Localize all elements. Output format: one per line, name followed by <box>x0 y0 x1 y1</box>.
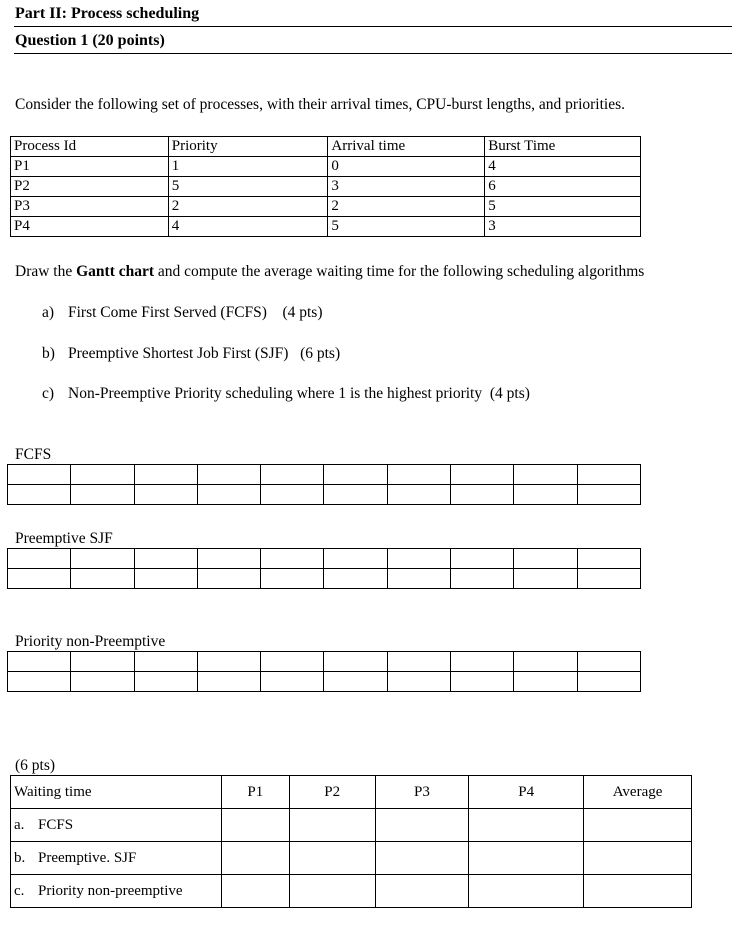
header-p1: P1 <box>221 776 289 809</box>
answer-cell[interactable] <box>584 875 692 908</box>
part-text: Non-Preemptive Priority scheduling where 1 is the highest priority (4 pts) <box>68 385 530 402</box>
gantt-priority[interactable] <box>7 651 641 692</box>
row-label-sjf <box>11 842 222 875</box>
gantt-cell[interactable] <box>71 485 134 505</box>
gantt-label-priority: Priority non-Preemptive <box>15 633 166 650</box>
part-letter: a) <box>42 304 55 321</box>
answer-cell[interactable] <box>221 875 289 908</box>
gantt-row <box>8 549 641 569</box>
gantt-cell[interactable] <box>324 672 387 692</box>
gantt-cell[interactable] <box>8 549 71 569</box>
table-row <box>11 197 641 217</box>
header-p2: P2 <box>289 776 375 809</box>
gantt-cell[interactable] <box>514 549 577 569</box>
cell-burst: 5 <box>485 197 641 217</box>
row-label-fcfs <box>11 809 222 842</box>
cell-process: P4 <box>11 217 169 237</box>
intro-text: Consider the following set of processes, with their arrival times, CPU-burst lengths, and priorities. <box>15 96 625 113</box>
gantt-cell[interactable] <box>451 485 514 505</box>
gantt-label-fcfs: FCFS <box>15 446 52 463</box>
cell-burst: 4 <box>485 157 641 177</box>
gantt-cell[interactable] <box>451 549 514 569</box>
gantt-cell[interactable] <box>577 652 640 672</box>
gantt-cell[interactable] <box>197 549 260 569</box>
gantt-cell[interactable] <box>71 652 134 672</box>
instruction-text <box>15 263 644 281</box>
gantt-cell[interactable] <box>8 485 71 505</box>
gantt-cell[interactable] <box>514 652 577 672</box>
part-text: First Come First Served (FCFS) (4 pts) <box>68 304 323 321</box>
gantt-cell[interactable] <box>577 569 640 589</box>
gantt-cell[interactable] <box>134 485 197 505</box>
gantt-cell[interactable] <box>134 549 197 569</box>
waiting-header-row <box>11 776 692 809</box>
gantt-cell[interactable] <box>134 465 197 485</box>
gantt-cell[interactable] <box>387 672 450 692</box>
gantt-cell[interactable] <box>8 569 71 589</box>
answer-cell[interactable] <box>375 842 469 875</box>
process-table-header <box>11 137 641 157</box>
gantt-cell[interactable] <box>8 652 71 672</box>
table-row <box>11 217 641 237</box>
header-waiting-time: Waiting time <box>11 776 222 809</box>
gantt-cell[interactable] <box>197 465 260 485</box>
gantt-cell[interactable] <box>71 672 134 692</box>
gantt-cell[interactable] <box>261 569 324 589</box>
gantt-cell[interactable] <box>261 672 324 692</box>
cell-arrival: 5 <box>328 217 485 237</box>
gantt-cell[interactable] <box>451 465 514 485</box>
gantt-cell[interactable] <box>577 549 640 569</box>
cell-process: P2 <box>11 177 169 197</box>
instruction-pre: Draw the <box>15 263 77 280</box>
answer-cell[interactable] <box>221 842 289 875</box>
gantt-cell[interactable] <box>197 652 260 672</box>
gantt-cell[interactable] <box>387 465 450 485</box>
part-title: Part II: Process scheduling <box>15 5 200 22</box>
header-rule-2 <box>14 53 732 54</box>
row-letter: a. <box>14 816 25 833</box>
gantt-cell[interactable] <box>514 569 577 589</box>
instruction-bold: Gantt chart <box>76 263 155 280</box>
gantt-cell[interactable] <box>514 465 577 485</box>
gantt-cell[interactable] <box>324 569 387 589</box>
answer-cell[interactable] <box>584 809 692 842</box>
header-average: Average <box>584 776 692 809</box>
row-letter: b. <box>14 849 26 866</box>
answer-cell[interactable] <box>289 875 375 908</box>
header-process-id: Process Id <box>11 137 169 157</box>
gantt-cell[interactable] <box>577 485 640 505</box>
instruction-post: and compute the average waiting time for the following scheduling algorithms <box>154 263 645 280</box>
gantt-row <box>8 652 641 672</box>
table-row <box>11 875 692 908</box>
cell-process: P3 <box>11 197 169 217</box>
gantt-row <box>8 465 641 485</box>
table-row <box>11 842 692 875</box>
header-rule <box>14 26 732 27</box>
gantt-row <box>8 569 641 589</box>
answer-cell[interactable] <box>375 875 469 908</box>
gantt-cell[interactable] <box>261 485 324 505</box>
header-burst: Burst Time <box>485 137 641 157</box>
gantt-row <box>8 485 641 505</box>
answer-cell[interactable] <box>469 875 584 908</box>
gantt-cell[interactable] <box>261 465 324 485</box>
waiting-time-table <box>10 775 692 908</box>
header-p4: P4 <box>469 776 584 809</box>
table-row <box>11 157 641 177</box>
row-name: FCFS <box>38 816 74 833</box>
cell-priority: 4 <box>168 217 328 237</box>
header-priority: Priority <box>168 137 328 157</box>
gantt-cell[interactable] <box>387 485 450 505</box>
answer-cell[interactable] <box>289 842 375 875</box>
gantt-cell[interactable] <box>514 672 577 692</box>
gantt-cell[interactable] <box>451 652 514 672</box>
table-row <box>11 177 641 197</box>
answer-cell[interactable] <box>469 809 584 842</box>
header-arrival: Arrival time <box>328 137 485 157</box>
gantt-sjf[interactable] <box>7 548 641 589</box>
gantt-cell[interactable] <box>197 672 260 692</box>
gantt-cell[interactable] <box>324 485 387 505</box>
answer-cell[interactable] <box>375 809 469 842</box>
cell-arrival: 2 <box>328 197 485 217</box>
gantt-cell[interactable] <box>197 569 260 589</box>
gantt-cell[interactable] <box>514 485 577 505</box>
gantt-cell[interactable] <box>387 569 450 589</box>
gantt-cell[interactable] <box>451 672 514 692</box>
cell-priority: 5 <box>168 177 328 197</box>
answer-cell[interactable] <box>289 809 375 842</box>
cell-burst: 6 <box>485 177 641 197</box>
cell-arrival: 3 <box>328 177 485 197</box>
part-letter: c) <box>42 385 55 402</box>
part-letter: b) <box>42 345 55 362</box>
cell-burst: 3 <box>485 217 641 237</box>
part-b <box>42 345 340 363</box>
row-letter: c. <box>14 882 25 899</box>
gantt-cell[interactable] <box>8 465 71 485</box>
cell-process: P1 <box>11 157 169 177</box>
gantt-cell[interactable] <box>577 672 640 692</box>
row-name: Priority non-preemptive <box>38 882 183 899</box>
gantt-cell[interactable] <box>71 465 134 485</box>
cell-arrival: 0 <box>328 157 485 177</box>
cell-priority: 1 <box>168 157 328 177</box>
part-a <box>42 304 322 322</box>
part-text: Preemptive Shortest Job First (SJF) (6 pts) <box>68 345 341 362</box>
gantt-cell[interactable] <box>197 485 260 505</box>
cell-priority: 2 <box>168 197 328 217</box>
gantt-fcfs[interactable] <box>7 464 641 505</box>
waiting-pts: (6 pts) <box>15 757 56 774</box>
row-name: Preemptive. SJF <box>38 849 137 866</box>
gantt-cell[interactable] <box>8 672 71 692</box>
row-label-priority <box>11 875 222 908</box>
gantt-cell[interactable] <box>134 672 197 692</box>
gantt-cell[interactable] <box>387 549 450 569</box>
gantt-cell[interactable] <box>451 569 514 589</box>
process-table <box>10 136 641 237</box>
header-p3: P3 <box>375 776 469 809</box>
gantt-label-sjf: Preemptive SJF <box>15 530 113 547</box>
question-title: Question 1 (20 points) <box>15 32 165 49</box>
gantt-cell[interactable] <box>261 549 324 569</box>
answer-cell[interactable] <box>584 842 692 875</box>
gantt-cell[interactable] <box>387 652 450 672</box>
gantt-row <box>8 672 641 692</box>
gantt-cell[interactable] <box>324 549 387 569</box>
part-c <box>42 385 530 403</box>
table-row <box>11 809 692 842</box>
gantt-cell[interactable] <box>134 652 197 672</box>
gantt-cell[interactable] <box>324 652 387 672</box>
gantt-cell[interactable] <box>71 569 134 589</box>
answer-cell[interactable] <box>469 842 584 875</box>
gantt-cell[interactable] <box>577 465 640 485</box>
gantt-cell[interactable] <box>324 465 387 485</box>
gantt-cell[interactable] <box>71 549 134 569</box>
gantt-cell[interactable] <box>134 569 197 589</box>
gantt-cell[interactable] <box>261 652 324 672</box>
answer-cell[interactable] <box>221 809 289 842</box>
